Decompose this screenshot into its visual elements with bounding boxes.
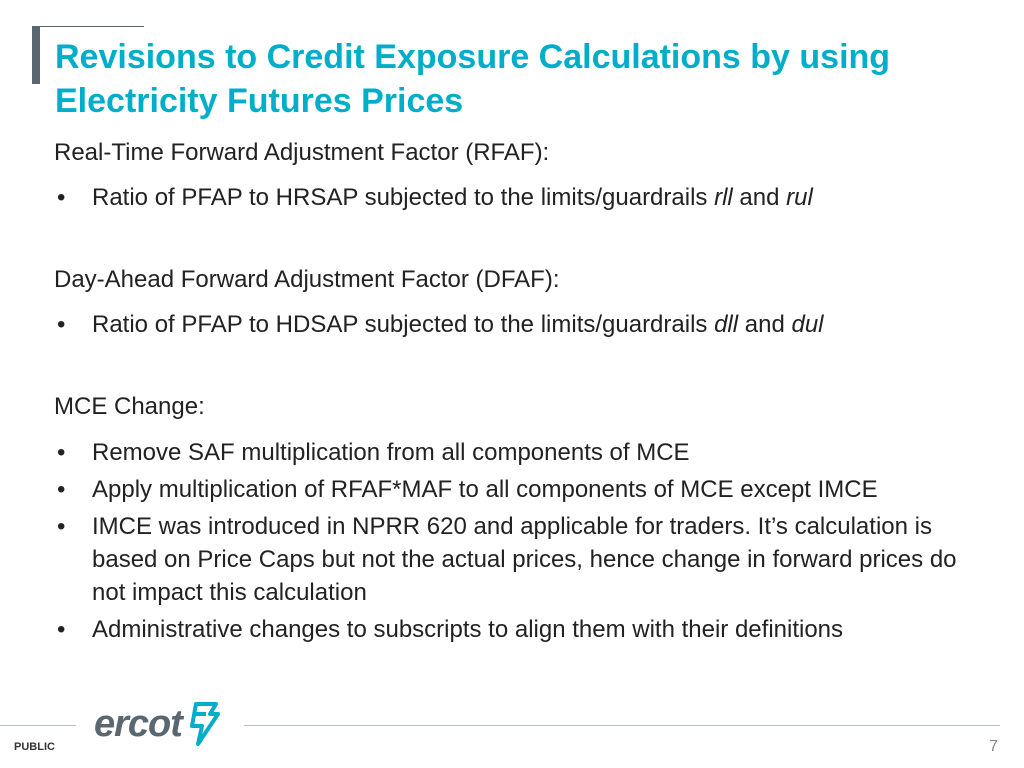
section-dfaf (54, 264, 994, 341)
variable-rul: rul (786, 184, 813, 211)
variable-rll: rll (714, 184, 733, 211)
lightning-bolt-icon (186, 702, 220, 746)
bullet-list (54, 181, 994, 214)
section-heading: Day-Ahead Forward Adjustment Factor (DFAF): (54, 266, 560, 293)
classification-label: PUBLIC (14, 741, 55, 753)
bullet-text: and (732, 184, 787, 211)
footer-divider-left (0, 725, 76, 726)
variable-dul: dul (791, 311, 824, 338)
list-item (54, 308, 994, 341)
slide-title: Revisions to Credit Exposure Calculations by using Electricity Futures Prices (55, 38, 891, 120)
section-mce-change (54, 391, 994, 646)
title-accent-bar (32, 26, 40, 84)
section-heading: MCE Change: (54, 393, 205, 420)
footer-divider-right (244, 725, 1000, 726)
list-item: • Remove SAF multiplication from all components of MCE (54, 436, 994, 469)
list-item: • Apply multiplication of RFAF*MAF to all components of MCE except IMCE (54, 473, 994, 506)
bullet-text: and (738, 311, 792, 338)
bullet-text: Ratio of PFAP to HDSAP subjected to the limits/guardrails (92, 311, 715, 338)
page-number: 7 (989, 738, 998, 755)
list-item: • IMCE was introduced in NPRR 620 and applicable for traders. It’s calculation is based on Price Caps but not the actual prices, hence change in forward prices do not impact this calculation (54, 510, 994, 609)
section-rfaf (54, 137, 994, 214)
ercot-logo (94, 702, 220, 746)
slide-content (54, 137, 994, 650)
logo-wordmark: ercot (94, 702, 182, 745)
list-item (54, 181, 994, 214)
list-item: • Administrative changes to subscripts to align them with their definitions (54, 613, 994, 646)
section-heading: Real-Time Forward Adjustment Factor (RFAF): (54, 139, 550, 166)
bullet-list (54, 308, 994, 341)
bullet-list (54, 436, 994, 646)
title-accent-rule (32, 26, 144, 27)
variable-dll: dll (714, 311, 739, 338)
bullet-text: Ratio of PFAP to HRSAP subjected to the limits/guardrails (92, 184, 715, 211)
